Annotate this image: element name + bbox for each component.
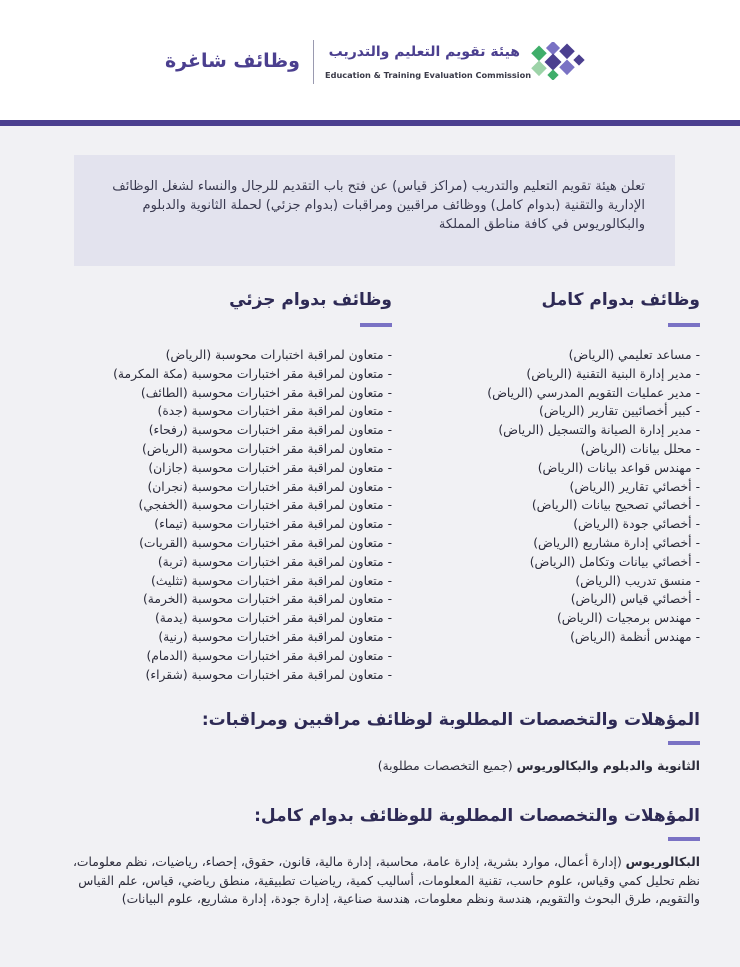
- intro-box: [74, 155, 675, 266]
- header-accent-bar: [0, 120, 740, 126]
- job-item-label: متعاون لمراقبة مقر اختبارات محوسبة (رنية): [158, 629, 384, 644]
- list-dash: -: [387, 385, 392, 400]
- job-item: [113, 421, 392, 440]
- org-name-arabic: هيئة تقويم التعليم والتدريب: [328, 44, 520, 60]
- qual-proctors-text: [40, 757, 700, 775]
- part-time-list: [113, 346, 392, 684]
- job-item: [113, 440, 392, 459]
- job-item-label: مدير إدارة الصيانة والتسجيل (الرياض): [498, 423, 692, 438]
- job-item-label: مساعد تعليمي (الرياض): [568, 348, 692, 362]
- list-dash: -: [387, 667, 392, 682]
- list-dash: -: [387, 592, 392, 607]
- job-item: [113, 609, 392, 628]
- job-item: [487, 346, 700, 365]
- list-dash: -: [695, 592, 700, 607]
- qual-full-text: [50, 853, 700, 909]
- part-time-title: وظائف بدوام جزئي: [229, 290, 392, 310]
- list-dash: -: [387, 554, 392, 569]
- qual-proctors-title: المؤهلات والتخصصات المطلوبة لوظائف مراقبين ومراقبات:: [201, 710, 700, 730]
- job-item: [487, 496, 700, 515]
- list-dash: -: [695, 479, 700, 494]
- job-item: [113, 553, 392, 572]
- list-dash: -: [695, 460, 700, 475]
- qual-full-bold: البكالوريوس: [625, 855, 700, 869]
- list-dash: -: [695, 498, 700, 513]
- job-item: [113, 459, 392, 478]
- job-item-label: متعاون لمراقبة مقر اختبارات محوسبة (الخرمة): [142, 592, 384, 607]
- job-item: [113, 496, 392, 515]
- job-item: [113, 590, 392, 609]
- job-item-label: متعاون لمراقبة مقر اختبارات محوسبة (تربة): [157, 554, 384, 569]
- list-dash: -: [387, 366, 392, 381]
- qual-proctors-bold: الثانوية والدبلوم والبكالوريوس: [516, 759, 700, 773]
- job-item-label: مدير إدارة البنية التقنية (الرياض): [526, 366, 692, 381]
- full-time-title: وظائف بدوام كامل: [541, 290, 700, 310]
- list-dash: -: [695, 573, 700, 588]
- job-item: [487, 384, 700, 403]
- job-item-label: متعاون لمراقبة مقر اختبارات محوسبة (القريات): [139, 535, 384, 550]
- list-dash: -: [387, 648, 392, 663]
- job-item: [487, 365, 700, 384]
- qual-full-rest: (إدارة أعمال، موارد بشرية، إدارة عامة، محاسبة، إدارة مالية، قانون، حقوق، إحصاء، رياضيات، نظم معلومات، نظم تحليل كمي وقياس، علوم حاسب، تقنية المعلومات، أساليب كمية، رياضيات تطبيقية، منطق رياضي، قياس، علم القياس والتقويم، طرق البحوث والتقويم، هندسة ونظم معلومات، هندسة صناعية، إدارة جودة، إدارة مشاريع، علوم البيانات): [72, 855, 700, 906]
- org-name-english: Education & Training Evaluation Commission: [325, 70, 532, 80]
- job-item-label: كبير أخصائيين تقارير (الرياض): [539, 404, 692, 419]
- header-divider: [313, 40, 314, 84]
- job-item: [113, 478, 392, 497]
- job-item-label: محلل بيانات (الرياض): [580, 441, 692, 456]
- job-item: [113, 572, 392, 591]
- job-item: [113, 534, 392, 553]
- job-item-label: متعاون لمراقبة مقر اختبارات محوسبة (مكة المكرمة): [113, 366, 384, 381]
- list-dash: -: [695, 535, 700, 550]
- job-item: [487, 609, 700, 628]
- qual-full-title: المؤهلات والتخصصات المطلوبة للوظائف بدوام كامل:: [254, 806, 700, 826]
- job-item: [487, 478, 700, 497]
- job-item-label: أخصائي بيانات وتكامل (الرياض): [529, 554, 692, 569]
- list-dash: -: [695, 441, 700, 456]
- list-dash: -: [695, 517, 700, 532]
- qual-proctors-underline: [668, 741, 700, 745]
- list-dash: -: [387, 479, 392, 494]
- job-item: [113, 647, 392, 666]
- list-dash: -: [695, 366, 700, 381]
- job-item: [487, 515, 700, 534]
- job-item-label: متعاون لمراقبة مقر اختبارات محوسبة (تثليث): [151, 573, 384, 588]
- page-title: وظائف شاغرة: [164, 50, 300, 72]
- job-item: [487, 421, 700, 440]
- job-item: [113, 365, 392, 384]
- list-dash: -: [695, 404, 700, 419]
- job-item-label: منسق تدريب (الرياض): [575, 573, 692, 588]
- job-item-label: متعاون لمراقبة مقر اختبارات محوسبة (الطائف): [140, 385, 384, 400]
- intro-text: تعلن هيئة تقويم التعليم والتدريب (مراكز قياس) عن فتح باب التقديم للرجال والنساء لشغل الوظائف الإدارية والتقنية (بدوام كامل) ووظائف مراقبين ومراقبات (بدوام جزئي) لحملة الثانوية والدبلوم والبكالوريوس في كافة مناطق المملكة: [112, 179, 645, 232]
- list-dash: -: [387, 348, 392, 362]
- job-item-label: مهندس أنظمة (الرياض): [570, 629, 692, 644]
- job-item-label: متعاون لمراقبة مقر اختبارات محوسبة (جازان): [148, 460, 384, 475]
- job-item: [113, 346, 392, 365]
- full-time-list: [487, 346, 700, 647]
- list-dash: -: [387, 573, 392, 588]
- list-dash: -: [387, 535, 392, 550]
- job-item-label: أخصائي تقارير (الرياض): [569, 479, 692, 494]
- job-item-label: مهندس برمجيات (الرياض): [556, 611, 692, 626]
- job-item: [113, 402, 392, 421]
- part-time-underline: [360, 323, 392, 327]
- page-header: [0, 0, 740, 120]
- qual-full-underline: [668, 837, 700, 841]
- list-dash: -: [387, 498, 392, 513]
- job-item: [487, 628, 700, 647]
- list-dash: -: [695, 423, 700, 438]
- job-item-label: أخصائي جودة (الرياض): [573, 517, 692, 532]
- job-item-label: متعاون لمراقبة اختبارات محوسبة (الرياض): [165, 348, 384, 362]
- job-item-label: أخصائي قياس (الرياض): [570, 592, 692, 607]
- job-item-label: مهندس قواعد بيانات (الرياض): [537, 460, 692, 475]
- list-dash: -: [695, 554, 700, 569]
- job-item: [487, 459, 700, 478]
- job-item-label: متعاون لمراقبة مقر اختبارات محوسبة (جدة): [157, 404, 384, 419]
- job-item: [487, 590, 700, 609]
- job-item-label: أخصائي تصحيح بيانات (الرياض): [531, 498, 692, 513]
- list-dash: -: [695, 629, 700, 644]
- job-item-label: أخصائي إدارة مشاريع (الرياض): [533, 535, 692, 550]
- job-item-label: متعاون لمراقبة مقر اختبارات محوسبة (الدمام): [146, 648, 384, 663]
- job-item: [487, 402, 700, 421]
- full-time-underline: [668, 323, 700, 327]
- job-item-label: متعاون لمراقبة مقر اختبارات محوسبة (الرياض): [142, 441, 384, 456]
- list-dash: -: [387, 629, 392, 644]
- list-dash: -: [695, 611, 700, 626]
- job-item: [487, 440, 700, 459]
- job-item-label: متعاون لمراقبة مقر اختبارات محوسبة (شقراء): [145, 667, 384, 682]
- job-item-label: متعاون لمراقبة مقر اختبارات محوسبة (الخفجي): [138, 498, 384, 513]
- list-dash: -: [387, 423, 392, 438]
- job-item: [113, 515, 392, 534]
- job-item-label: متعاون لمراقبة مقر اختبارات محوسبة (تيماء): [154, 517, 384, 532]
- job-item-label: متعاون لمراقبة مقر اختبارات محوسبة (نجران): [147, 479, 384, 494]
- job-item-label: متعاون لمراقبة مقر اختبارات محوسبة (يدمة): [154, 611, 384, 626]
- job-item: [487, 572, 700, 591]
- list-dash: -: [387, 404, 392, 419]
- job-item-label: متعاون لمراقبة مقر اختبارات محوسبة (رفحاء): [148, 423, 384, 438]
- list-dash: -: [387, 611, 392, 626]
- job-item: [113, 384, 392, 403]
- list-dash: -: [695, 348, 700, 362]
- job-item-label: مدير عمليات التقويم المدرسي (الرياض): [487, 385, 692, 400]
- job-item: [487, 534, 700, 553]
- job-item: [113, 628, 392, 647]
- list-dash: -: [387, 441, 392, 456]
- etec-logo-icon: [527, 42, 585, 80]
- job-item: [113, 666, 392, 685]
- qual-proctors-rest: (جميع التخصصات مطلوبة): [377, 759, 513, 773]
- job-item: [487, 553, 700, 572]
- list-dash: -: [387, 460, 392, 475]
- list-dash: -: [387, 517, 392, 532]
- list-dash: -: [695, 385, 700, 400]
